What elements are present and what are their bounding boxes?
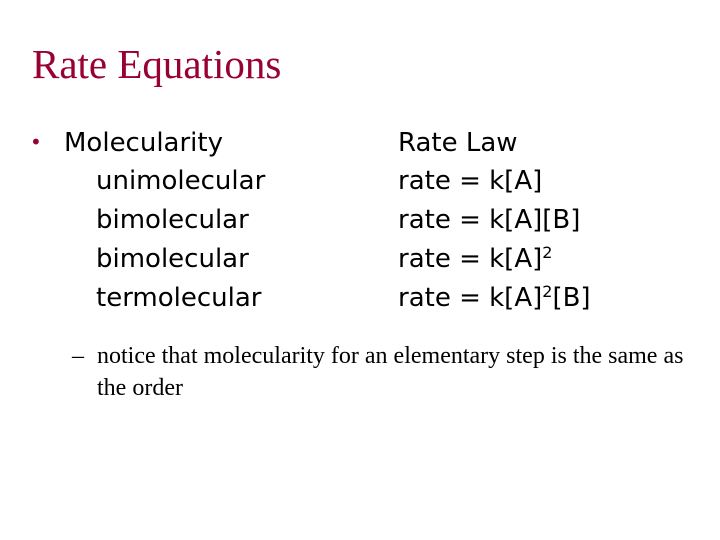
rate-law-suffix: [B]: [552, 283, 591, 313]
note: [72, 340, 702, 404]
rate-law-line: [398, 201, 591, 240]
slide-title: Rate Equations: [32, 41, 282, 87]
molecularity-item: unimolecular: [96, 166, 266, 196]
rate-law-text: rate = k[A]: [398, 244, 543, 274]
molecularity-column: [64, 124, 265, 318]
rate-law-text: rate = k[A]: [398, 166, 543, 196]
rate-law-line: [398, 279, 591, 318]
rate-law-heading: Rate Law: [398, 128, 518, 158]
molecularity-item: bimolecular: [96, 244, 249, 274]
rate-law-exponent: 2: [542, 282, 553, 301]
molecularity-item: bimolecular: [96, 205, 249, 235]
molecularity-heading: Molecularity: [64, 128, 223, 158]
rate-law-text: rate = k[A]: [398, 283, 543, 313]
rate-law-exponent: 2: [542, 243, 553, 262]
dash-bullet-icon: –: [72, 343, 84, 369]
bullet-icon: •: [30, 130, 42, 154]
rate-law-column: [398, 124, 591, 318]
rate-law-line: [398, 162, 591, 201]
note-text: notice that molecularity for an elementary step is the same as the order: [97, 343, 684, 401]
rate-law-line: [398, 240, 591, 279]
molecularity-item: termolecular: [96, 283, 262, 313]
rate-law-text: rate = k[A][B]: [398, 205, 581, 235]
